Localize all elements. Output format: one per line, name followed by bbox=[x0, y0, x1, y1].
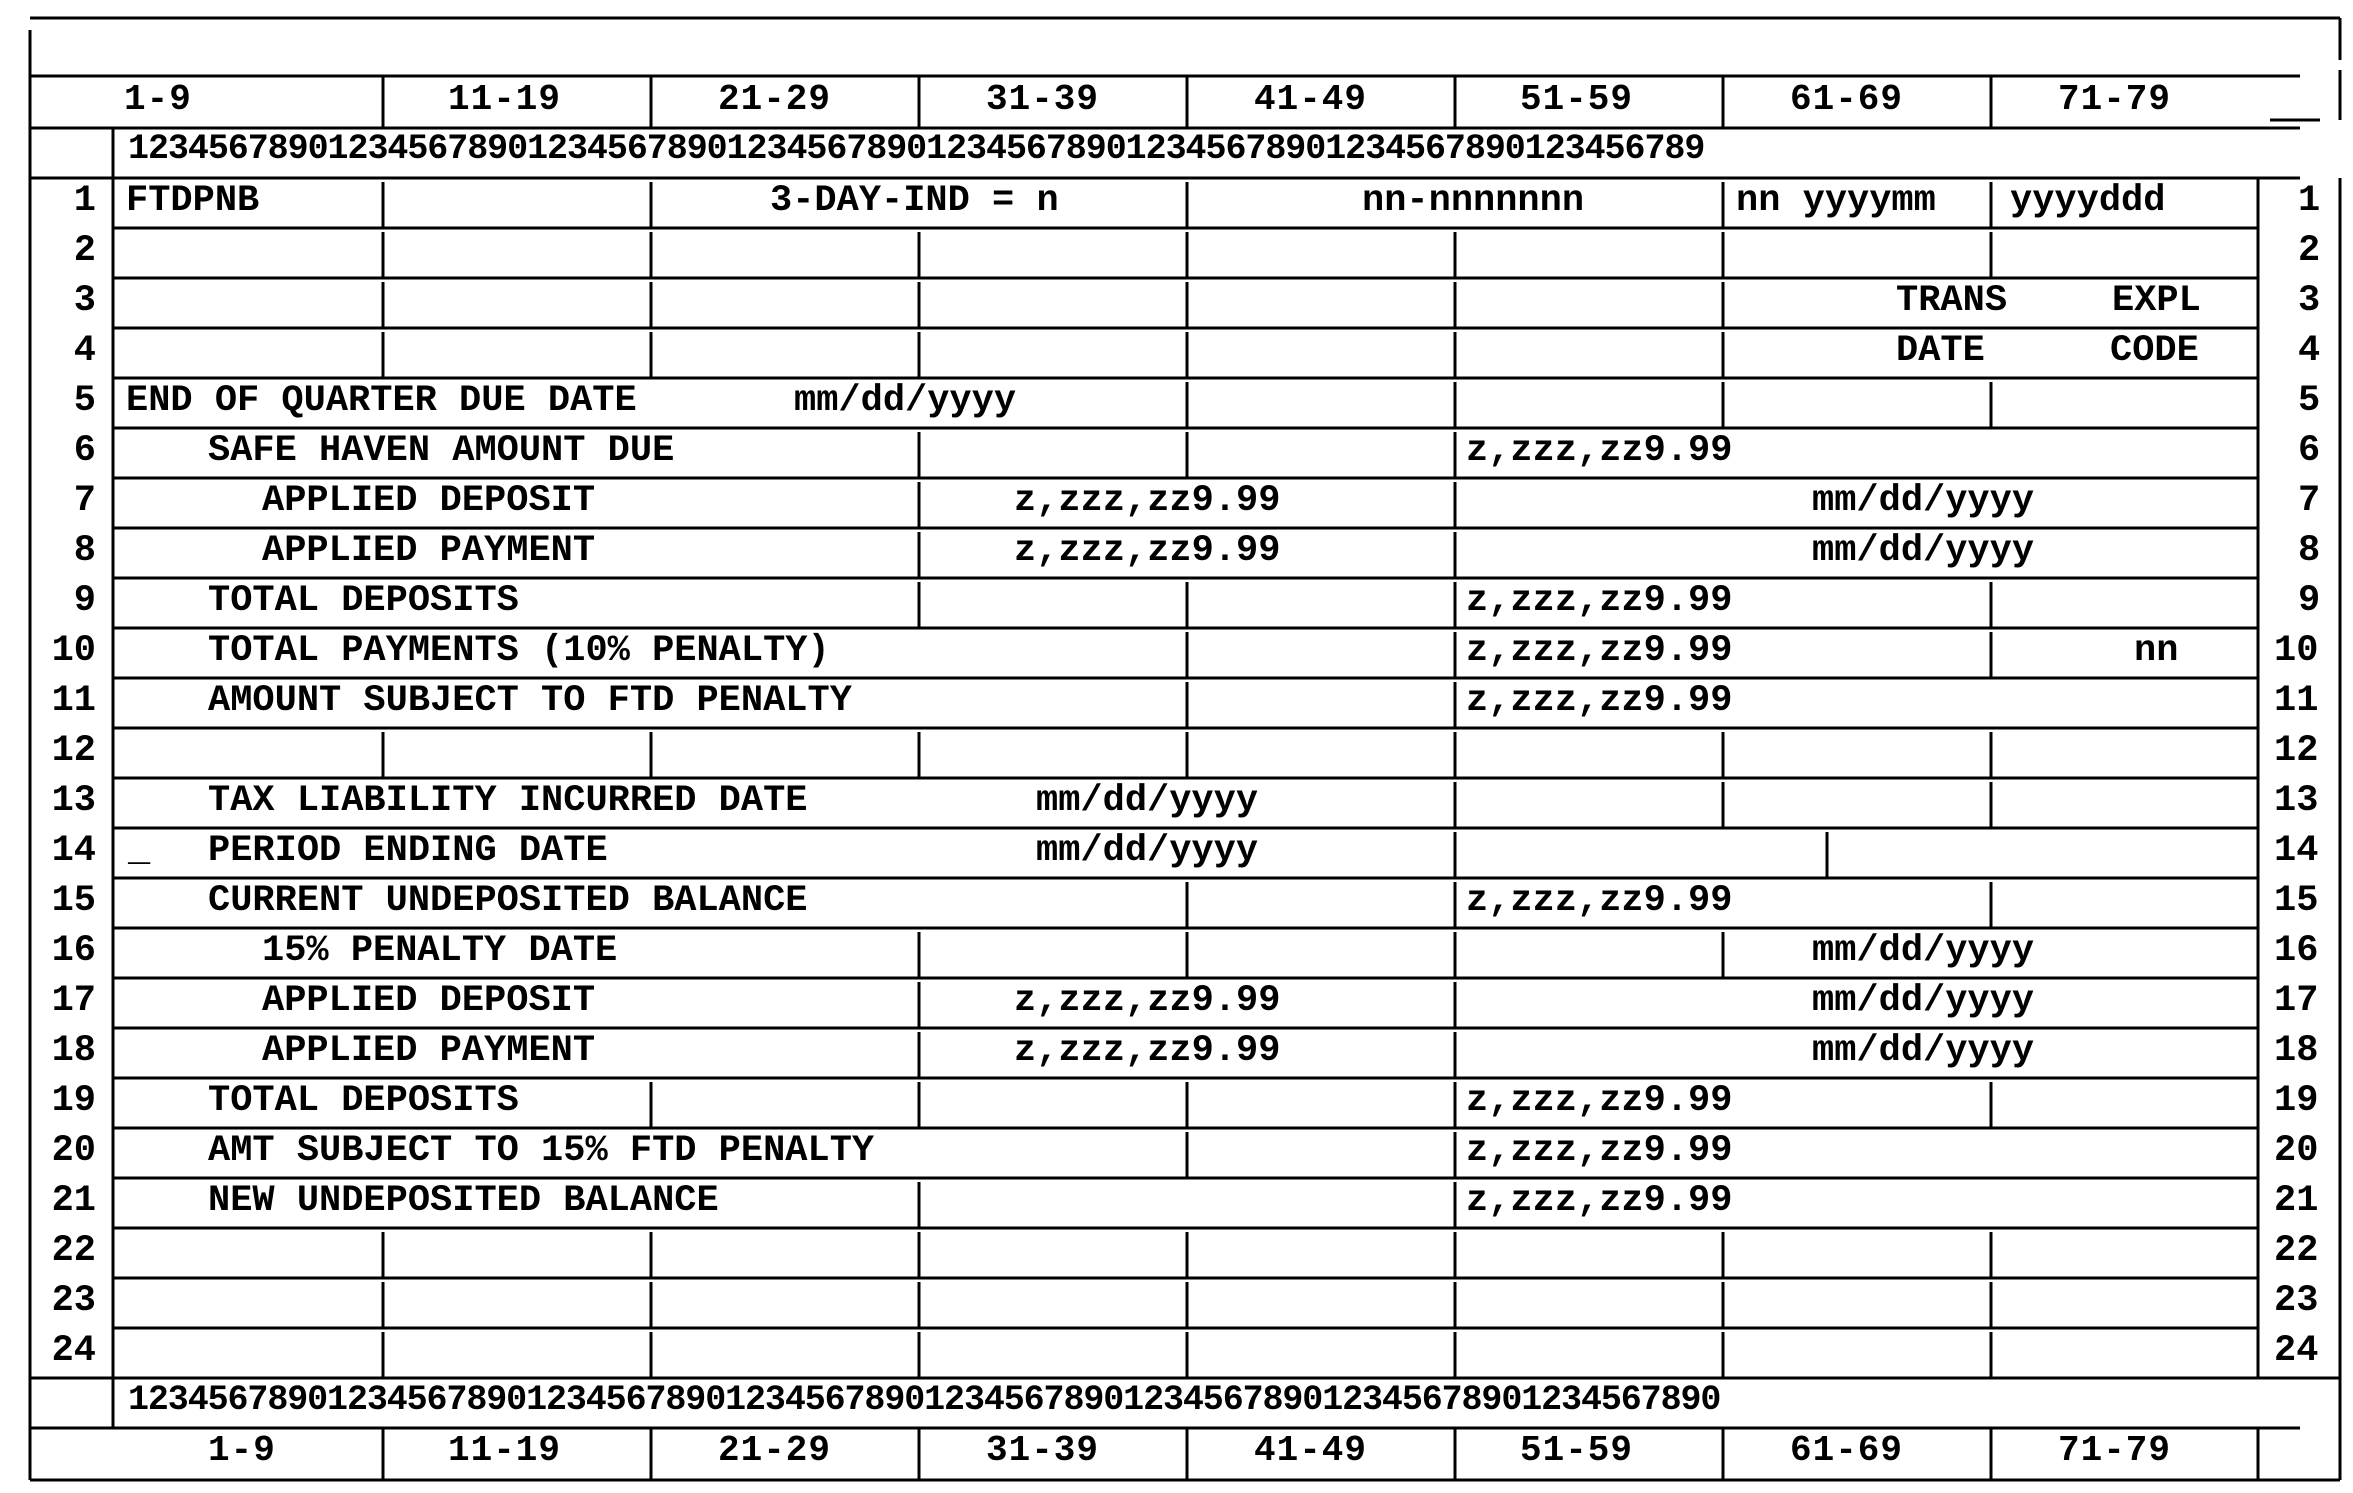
row-number-left-18: 18 bbox=[51, 1030, 96, 1072]
row-number-left-19: 19 bbox=[51, 1080, 96, 1122]
column-ruler-bottom: 12345678901234567890123456789012345678901234567890123456789012345678901234567890 bbox=[128, 1380, 1721, 1420]
col-header-top-21-29: 21-29 bbox=[718, 79, 832, 120]
applied-payment-date: mm/dd/yyyy bbox=[1812, 530, 2035, 572]
col-header-bottom-1-9: 1-9 bbox=[208, 1430, 276, 1471]
trans-header: TRANS bbox=[1896, 280, 2008, 322]
penalty-15-date-label: 15% PENALTY DATE bbox=[262, 930, 618, 972]
applied-payment-amount: z,zzz,zz9.99 bbox=[1014, 530, 1281, 572]
column-ruler-top: 1234567890123456789012345678901234567890123456789012345678901234567890123456789 bbox=[128, 129, 1705, 169]
row-number-right-10: 10 bbox=[2274, 630, 2319, 672]
row-number-right-12: 12 bbox=[2274, 730, 2319, 772]
row-number-right-9: 9 bbox=[2298, 580, 2321, 622]
total-deposits-amount: z,zzz,zz9.99 bbox=[1466, 580, 1733, 622]
col-header-bottom-11-19: 11-19 bbox=[448, 1430, 562, 1471]
applied-payment-15-label: APPLIED PAYMENT bbox=[262, 1030, 596, 1072]
applied-deposit-amount: z,zzz,zz9.99 bbox=[1014, 480, 1281, 522]
julian-date-field: yyyyddd bbox=[2010, 180, 2166, 222]
safe-haven-amount: z,zzz,zz9.99 bbox=[1466, 430, 1733, 472]
row-number-right-1: 1 bbox=[2298, 180, 2321, 222]
tax-period-field: nn yyyymm bbox=[1736, 180, 1936, 222]
end-of-quarter-label: END OF QUARTER DUE DATE bbox=[126, 380, 637, 422]
tin-field: nn-nnnnnnn bbox=[1362, 180, 1585, 222]
total-payments-amount: z,zzz,zz9.99 bbox=[1466, 630, 1733, 672]
row-number-right-13: 13 bbox=[2274, 780, 2319, 822]
row-number-left-17: 17 bbox=[51, 980, 96, 1022]
col-header-bottom-71-79: 71-79 bbox=[2058, 1430, 2172, 1471]
row-number-right-6: 6 bbox=[2298, 430, 2321, 472]
row-number-left-24: 24 bbox=[51, 1330, 96, 1372]
row-number-right-14: 14 bbox=[2274, 830, 2319, 872]
row-number-right-19: 19 bbox=[2274, 1080, 2319, 1122]
current-undeposited-amount: z,zzz,zz9.99 bbox=[1466, 880, 1733, 922]
row-number-left-10: 10 bbox=[51, 630, 96, 672]
three-day-indicator: 3-DAY-IND = n bbox=[770, 180, 1059, 222]
row-number-right-18: 18 bbox=[2274, 1030, 2319, 1072]
col-header-top-41-49: 41-49 bbox=[1254, 79, 1368, 120]
row-number-left-14: 14 bbox=[51, 830, 96, 872]
col-header-top-11-19: 11-19 bbox=[448, 79, 562, 120]
applied-deposit-label: APPLIED DEPOSIT bbox=[262, 480, 596, 522]
total-deposits-label: TOTAL DEPOSITS bbox=[208, 580, 519, 622]
row-number-left-9: 9 bbox=[73, 580, 96, 622]
row-number-left-7: 7 bbox=[73, 480, 96, 522]
period-ending-date: mm/dd/yyyy bbox=[1036, 830, 1259, 872]
row-number-right-21: 21 bbox=[2274, 1180, 2319, 1222]
end-of-quarter-date: mm/dd/yyyy bbox=[794, 380, 1017, 422]
row-number-right-22: 22 bbox=[2274, 1230, 2319, 1272]
safe-haven-label: SAFE HAVEN AMOUNT DUE bbox=[208, 430, 675, 472]
amount-subject-label: AMOUNT SUBJECT TO FTD PENALTY bbox=[208, 680, 852, 722]
col-header-top-61-69: 61-69 bbox=[1790, 79, 1904, 120]
row-number-right-15: 15 bbox=[2274, 880, 2319, 922]
row-number-right-8: 8 bbox=[2298, 530, 2321, 572]
total-payments-label: TOTAL PAYMENTS (10% PENALTY) bbox=[208, 630, 830, 672]
row-number-left-23: 23 bbox=[51, 1280, 96, 1322]
row-number-right-4: 4 bbox=[2298, 330, 2321, 372]
row-number-right-17: 17 bbox=[2274, 980, 2319, 1022]
row-number-left-1: 1 bbox=[73, 180, 96, 222]
applied-deposit-15-label: APPLIED DEPOSIT bbox=[262, 980, 596, 1022]
col-header-bottom-61-69: 61-69 bbox=[1790, 1430, 1904, 1471]
row-number-right-3: 3 bbox=[2298, 280, 2321, 322]
row-number-right-16: 16 bbox=[2274, 930, 2319, 972]
row-number-right-2: 2 bbox=[2298, 230, 2321, 272]
row-number-left-5: 5 bbox=[73, 380, 96, 422]
amt-subject-15-label: AMT SUBJECT TO 15% FTD PENALTY bbox=[208, 1130, 875, 1172]
date-header: DATE bbox=[1896, 330, 1985, 372]
applied-deposit-15-amount: z,zzz,zz9.99 bbox=[1014, 980, 1281, 1022]
penalty-15-date: mm/dd/yyyy bbox=[1812, 930, 2035, 972]
row-number-left-21: 21 bbox=[51, 1180, 96, 1222]
applied-payment-15-date: mm/dd/yyyy bbox=[1812, 1030, 2035, 1072]
row-number-right-20: 20 bbox=[2274, 1130, 2319, 1172]
total-payments-count: nn bbox=[2134, 630, 2179, 672]
row-number-left-11: 11 bbox=[51, 680, 96, 722]
col-header-bottom-31-39: 31-39 bbox=[986, 1430, 1100, 1471]
row-number-left-22: 22 bbox=[51, 1230, 96, 1272]
col-header-bottom-21-29: 21-29 bbox=[718, 1430, 832, 1471]
tax-liability-date-label: TAX LIABILITY INCURRED DATE bbox=[208, 780, 808, 822]
applied-payment-15-amount: z,zzz,zz9.99 bbox=[1014, 1030, 1281, 1072]
row-number-left-15: 15 bbox=[51, 880, 96, 922]
row-number-right-7: 7 bbox=[2298, 480, 2321, 522]
current-undeposited-label: CURRENT UNDEPOSITED BALANCE bbox=[208, 880, 808, 922]
row-number-left-6: 6 bbox=[73, 430, 96, 472]
row-number-left-4: 4 bbox=[73, 330, 96, 372]
applied-deposit-date: mm/dd/yyyy bbox=[1812, 480, 2035, 522]
row-number-left-16: 16 bbox=[51, 930, 96, 972]
row-number-right-5: 5 bbox=[2298, 380, 2321, 422]
period-ending-label: PERIOD ENDING DATE bbox=[208, 830, 608, 872]
screen-id: FTDPNB bbox=[126, 180, 260, 222]
amount-subject-amount: z,zzz,zz9.99 bbox=[1466, 680, 1733, 722]
col-header-top-1-9: 1-9 bbox=[124, 79, 192, 120]
row-number-right-11: 11 bbox=[2274, 680, 2319, 722]
col-header-top-31-39: 31-39 bbox=[986, 79, 1100, 120]
row-number-left-8: 8 bbox=[73, 530, 96, 572]
amt-subject-15-amount: z,zzz,zz9.99 bbox=[1466, 1130, 1733, 1172]
col-header-bottom-51-59: 51-59 bbox=[1520, 1430, 1634, 1471]
row-number-left-12: 12 bbox=[51, 730, 96, 772]
total-deposits-15-amount: z,zzz,zz9.99 bbox=[1466, 1080, 1733, 1122]
row-number-right-23: 23 bbox=[2274, 1280, 2319, 1322]
cursor-marker: _ bbox=[128, 830, 151, 872]
row-number-left-2: 2 bbox=[73, 230, 96, 272]
new-undeposited-amount: z,zzz,zz9.99 bbox=[1466, 1180, 1733, 1222]
tax-liability-date: mm/dd/yyyy bbox=[1036, 780, 1259, 822]
applied-deposit-15-date: mm/dd/yyyy bbox=[1812, 980, 2035, 1022]
col-header-top-51-59: 51-59 bbox=[1520, 79, 1634, 120]
total-deposits-15-label: TOTAL DEPOSITS bbox=[208, 1080, 519, 1122]
row-number-left-13: 13 bbox=[51, 780, 96, 822]
row-number-left-20: 20 bbox=[51, 1130, 96, 1172]
applied-payment-label: APPLIED PAYMENT bbox=[262, 530, 596, 572]
col-header-top-71-79: 71-79 bbox=[2058, 79, 2172, 120]
row-number-right-24: 24 bbox=[2274, 1330, 2319, 1372]
new-undeposited-label: NEW UNDEPOSITED BALANCE bbox=[208, 1180, 719, 1222]
row-number-left-3: 3 bbox=[73, 280, 96, 322]
code-header: CODE bbox=[2110, 330, 2199, 372]
col-header-bottom-41-49: 41-49 bbox=[1254, 1430, 1368, 1471]
expl-header: EXPL bbox=[2112, 280, 2201, 322]
